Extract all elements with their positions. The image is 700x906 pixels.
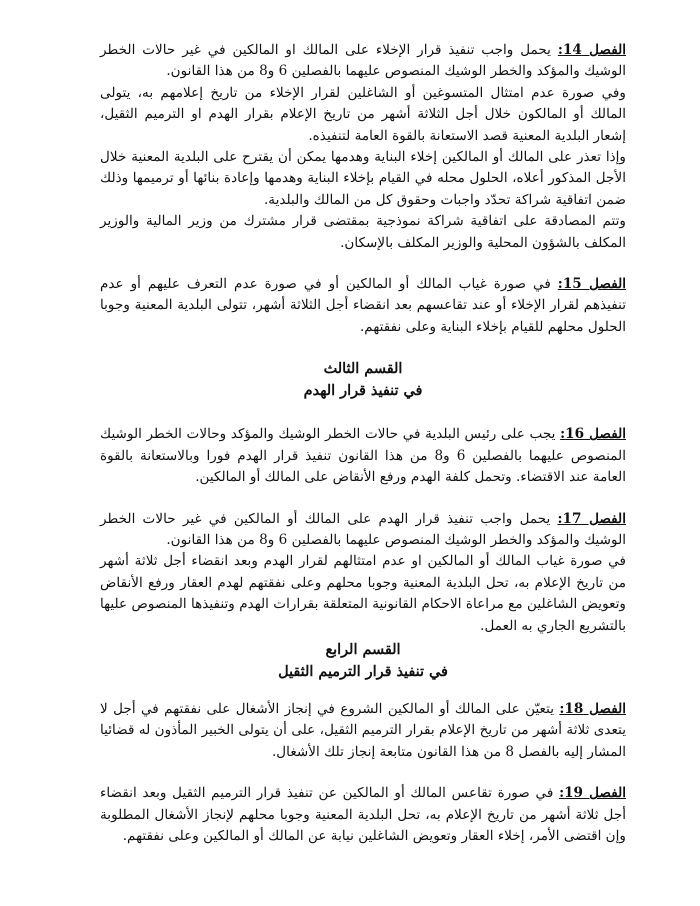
article-14-label: الفصل 14: [557,42,626,58]
section-4-title: القسم الرابع [325,640,401,658]
article-15 [100,274,626,338]
section-3-heading [100,358,626,402]
article-19-text-1: في صورة تقاعس المالك أو المالكين عن تنفيذ قرار الترميم الثقيل وبعد انقضاء أجل ثلاثة أشهر من تاريخ الإعلام به، تحل البلدية المعنية وجوبا محلهم لإنجاز الأشغال المطلوبة وإن اقتضى الأمر، إخلاء العقار وتعويض الشاغلين نيابة عن المالك أو المالكين وعلى نفقتهم. [100,785,626,844]
article-16-label: الفصل 16: [560,426,626,443]
article-16-text-1: يجب على رئيس البلدية في حالات الخطر الوشيك والمؤكد وحالات الخطر الوشيك المنصوص عليهما بالفصلين 6 و8 من هذا القانون تنفيذ قرار الهدم فورا وبالاستعانة بالقوة العامة عند الاقتضاء. وتحمل كلفة الهدم ورفع الأنقاض على المالك أو المالكين. [100,426,626,486]
article-14-text-1: يحمل واجب تنفيذ قرار الإخلاء على المالك او المالكين في غير حالات الخطر الوشيك والمؤكد والخطر الوشيك المنصوص عليهما بالفصلين 6 و8 من هذا القانون. [100,42,626,80]
article-14-paragraph-2: وفي صورة عدم امتثال المتسوغين أو الشاغلين لقرار الإخلاء من تاريخ إعلامهم به، يتولى المالك أو المالكون خلال أجل الثلاثة أشهر من تاريخ الإعلام بقرار الهدم او الترميم الثقيل، إشعار البلدية المعنية قصد الاستعانة بالقوة العامة لتنفيذه. [100,84,626,144]
section-4-subtitle: في تنفيذ قرار الترميم الثقيل [278,662,448,680]
section-3-subtitle: في تنفيذ قرار الهدم [303,382,423,400]
section-3-title: القسم الثالث [323,360,403,378]
article-17-paragraph-2: في صورة غياب المالك أو المالكين او عدم امتثالهم لقرار الهدم وبعد انقضاء أجل ثلاثة أشهر من تاريخ الإعلام به، تحل البلدية المعنية وجوبا محلهم وعلى نفقتهم لهدم العقار ورفع الأنقاض وتعويض الشاغلين مع مراعاة الاحكام القانونية المتعلقة بقرارات الهدم وتنفيذها المنصوص عليها بالتشريع الجاري به العمل. [100,553,626,634]
article-16 [100,424,626,488]
article-19 [100,783,626,847]
article-14-paragraph-4: وتتم المصادقة على اتفاقية شراكة نموذجية بمقتضى قرار مشترك من وزير المالية والوزير المكلف بالشؤون المحلية والوزير المكلف بالإسكان. [100,213,626,251]
article-16-paragraph-1 [100,424,626,488]
article-17-text-1: يحمل واجب تنفيذ قرار الهدم على المالك أو المالكين في غير حالات الخطر الوشيك والمؤكد والخطر الوشيك المنصوص عليهما بالفصلين 6 و8 من هذا القانون. [100,510,626,548]
article-18-paragraph-1 [100,699,626,763]
article-15-paragraph-1 [100,274,626,338]
article-19-label: الفصل 19: [559,785,626,802]
article-17 [100,509,626,637]
article-15-label: الفصل 15: [557,276,626,293]
article-17-paragraph-1 [100,509,626,552]
article-14 [100,40,626,254]
article-19-paragraph-1 [100,783,626,847]
article-15-text-1: في صورة غياب المالك أو المالكين أو في صورة عدم التعرف عليهم أو عدم تنفيذهم لقرار الإخلاء أو عند تقاعسهم بعد انقضاء أجل الثلاثة أشهر، تتولى البلدية المعنية وجوبا الحلول محلهم للقيام بإخلاء البناية وعلى نفقتهم. [100,276,626,335]
section-4-heading [100,639,626,683]
article-18-text-1: يتعيّن على المالك أو المالكين الشروع في إنجاز الأشغال على نفقتهم في أجل لا يتعدى ثلاثة أشهر من تاريخ الإعلام بقرار الترميم الثقيل، على أن يتولى الخبير المأذون له قضائيا المشار إليه بالفصل 8 من هذا القانون متابعة إنجاز تلك الأشغال. [100,700,626,760]
article-18 [100,699,626,763]
article-14-paragraph-1 [100,40,626,83]
article-18-label: الفصل 18: [559,700,626,717]
article-17-label: الفصل 17: [557,510,626,527]
article-14-paragraph-3: وإذا تعذر على المالك أو المالكين إخلاء البناية وهدمها يمكن أن يقترح على البلدية المعنية خلال الأجل المذكور أعلاه، الحلول محله في القيام بإخلاء البناية وهدمها وإعادة بنائها أو ترميمها وذلك ضمن اتفاقية شراكة تحدّد واجبات وحقوق كل من المالك والبلدية. [100,149,626,208]
